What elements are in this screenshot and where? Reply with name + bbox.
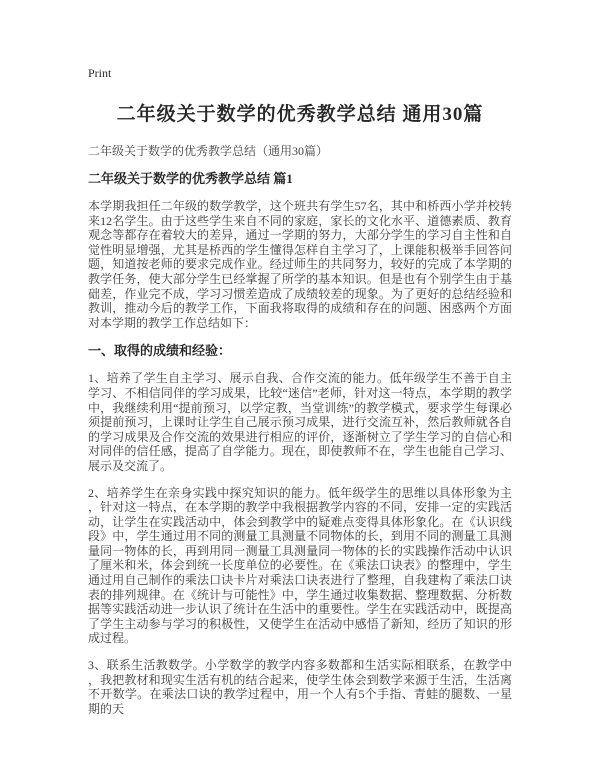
- print-button[interactable]: Print: [88, 66, 112, 80]
- article-heading: 二年级关于数学的优秀教学总结 篇1: [88, 171, 293, 186]
- point-paragraph-2: 2、培养学生在亲身实践中探究知识的能力。低年级学生的思维以具体形象为主，针对这一特点，在本学期的教学中我根据教学内容的不同，安排一定的实践活动，让学生在实践活动中，体会到教学中的疑难点变得具体形象化。在《认识线段》中，学生通过用不同的测量工具测量不同物体的长，到用不同的测量工具测量同一物体的长，再到用同一测量工具测量同一物体的长的实践操作活动中认识了厘米和米，体会到统一长度单位的必要性。在《乘法口诀表》的整理中，学生通过用自己制作的乘法口诀卡片对乘法口诀表进行了整理，自我建构了乘法口诀表的排列规律。在《统计与可能性》中，学生通过收集数据、整理数据、分析数据等实践活动进一步认识了统计在生活中的重要性。学生在实践活动中，既提高了学生主动参与学习的积极性，又使学生在活动中感悟了新知，经历了知识的形成过程。: [88, 485, 512, 646]
- point-paragraph-3: 3、联系生活教数学。小学数学的教学内容多数都和生活实际相联系，在教学中，我把教材和现实生活有机的结合起来，使学生体会到数学来源于生活，生活离不开数学。在乘法口诀的教学过程中，用一个人有5个手指、青蛙的腿数、一星期的天: [88, 658, 512, 716]
- intro-paragraph: 本学期我担任二年级的数学教学，这个班共有学生57名，其中和桥西小学并校转来12名学生。由于这些学生来自不同的家庭，家长的文化水平、道德素质、教育观念等都存在着较大的差异，通过一学期的努力，大部分学生的学习自主性和自觉性明显增强，尤其是桥西的学生懂得怎样自主学习了，上课能积极举手回答问题，知道按老师的要求完成作业。经过师生的共同努力，较好的完成了本学期的教学任务，使大部分学生已经掌握了所学的基本知识。但是也有个别学生由于基础差，作业完不成，学习习惯差造成了成绩较差的现象。为了更好的总结经验和教训，推动今后的教学工作，下面我将取得的成绩和存在的问题、困惑两个方面对本学期的教学工作总结如下：: [88, 199, 512, 330]
- document-subtitle: 二年级关于数学的优秀教学总结（通用30篇）: [88, 144, 329, 158]
- section-heading-achievements: 一、取得的成绩和经验：: [88, 343, 232, 359]
- page-title: 二年级关于数学的优秀教学总结 通用30篇: [116, 104, 484, 125]
- point-paragraph-1: 1、培养了学生自主学习、展示自我、合作交流的能力。低年级学生不善于自主学习、不相信同伴的学习成果，比较“迷信”老师，针对这一特点，本学期的教学中，我继续利用“提前预习，以学定教，当堂训练”的教学模式，要求学生每课必须提前预习，上课时让学生自己展示预习成果，进行交流互补，然后教师就各自的学习成果及合作交流的效果进行相应的评价，逐渐树立了学生学习的自信心和对同伴的信任感，提高了自学能力。现在，即使教师不在，学生也能自己学习、展示及交流了。: [88, 371, 512, 473]
